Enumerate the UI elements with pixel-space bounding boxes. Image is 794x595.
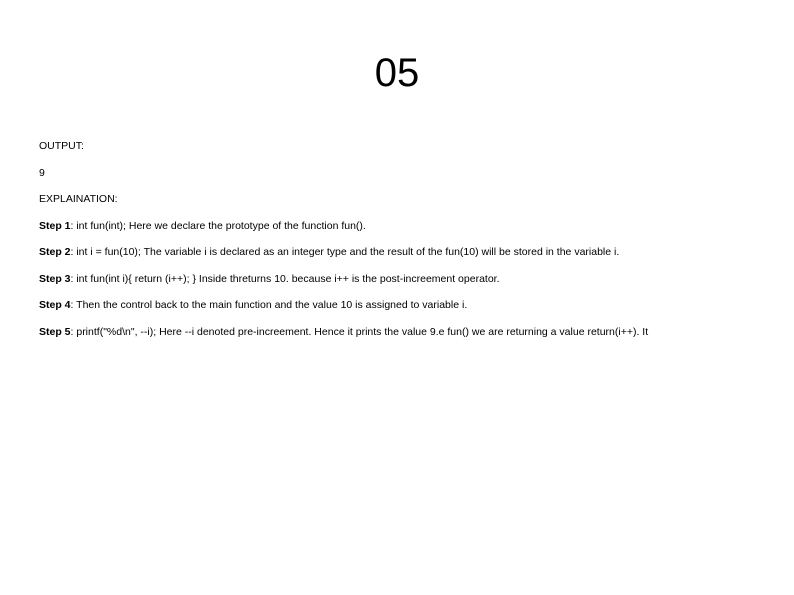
slide-title <box>0 50 794 96</box>
step-3-text: : int fun(int i){ return (i++); } Inside threturns 10. because i++ is the post-increement operator. <box>70 272 500 285</box>
step-3 <box>39 272 779 299</box>
step-2-text: : int i = fun(10); The variable i is declared as an integer type and the result of the fun(10) will be stored in the variable i. <box>70 246 620 258</box>
step-1-label: Step 1 <box>39 219 71 232</box>
step-2-label: Step 2 <box>39 246 71 258</box>
output-value: 9 <box>39 166 45 179</box>
step-1-text: : int fun(int); Here we declare the prototype of the function fun(). <box>70 219 366 232</box>
step-2 <box>39 245 779 272</box>
step-5-label: Step 5 <box>39 325 71 338</box>
slide-body <box>39 139 779 351</box>
slide-title-text: 05 <box>374 51 420 95</box>
step-5 <box>39 325 779 352</box>
explanation-label: EXPLAINATION: <box>39 193 118 205</box>
step-1 <box>39 219 779 246</box>
output-label: OUTPUT: <box>39 140 84 152</box>
step-3-label: Step 3 <box>39 272 71 285</box>
step-5-text: : printf("%d\n", --i); Here --i denoted pre-increement. Hence it prints the value 9.e fun() we are returning a value return(i++). It <box>70 325 649 338</box>
step-4 <box>39 298 779 325</box>
step-4-label: Step 4 <box>39 299 71 311</box>
step-4-text: : Then the control back to the main function and the value 10 is assigned to variable i. <box>70 299 468 311</box>
